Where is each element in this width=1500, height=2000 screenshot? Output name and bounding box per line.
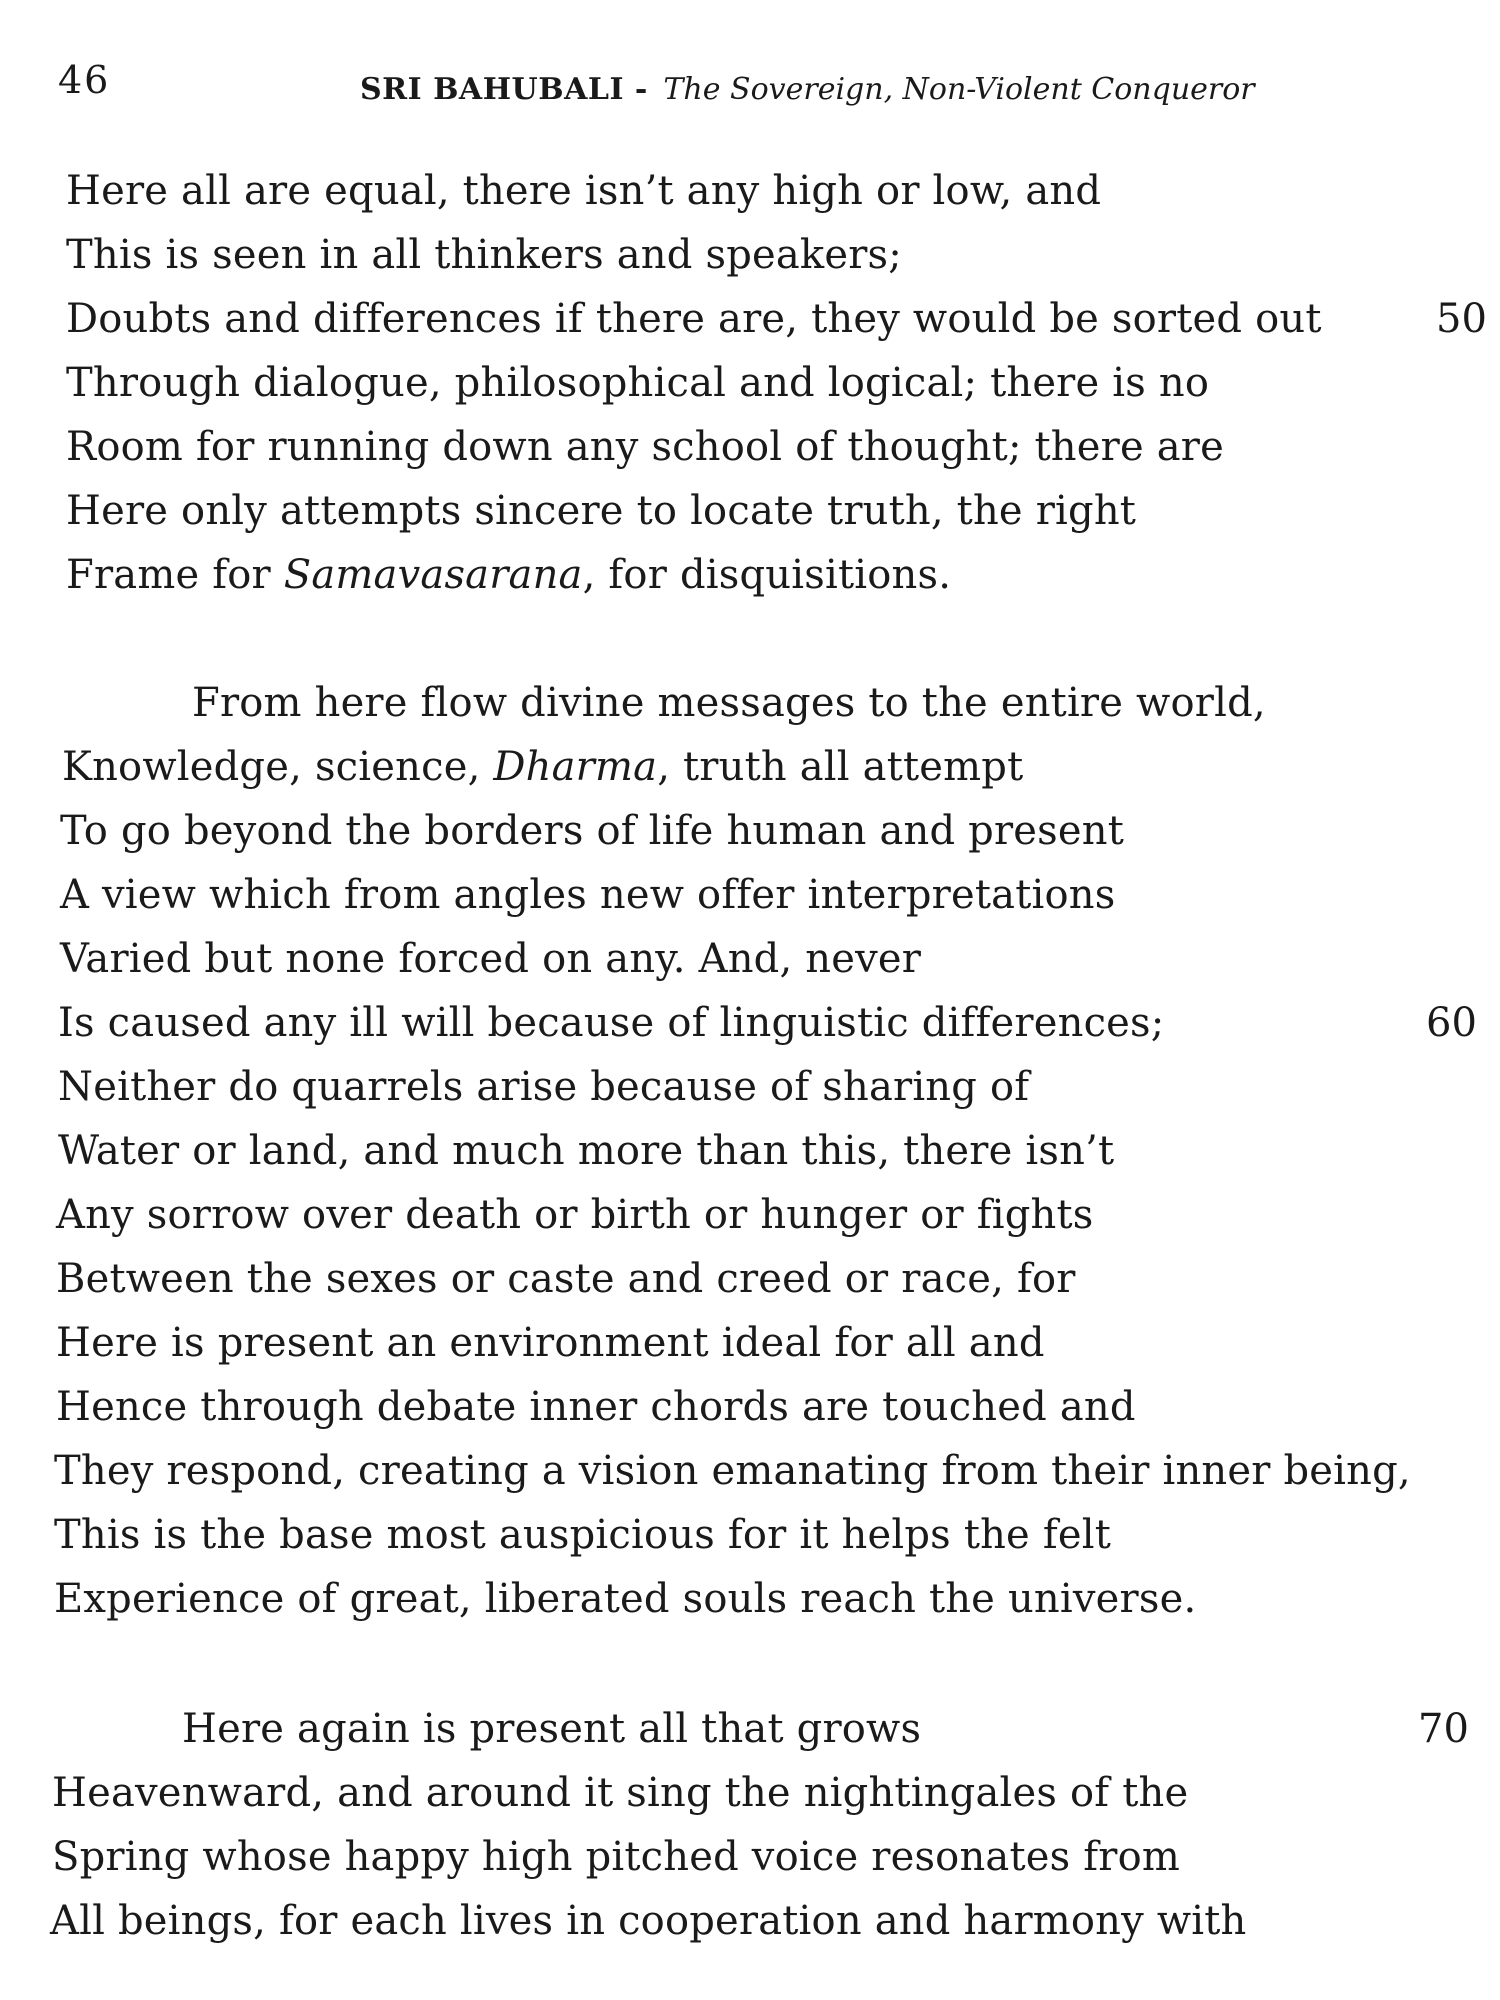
verse-italic: Dharma [493, 744, 658, 790]
book-title: SRI BAHUBALI - [360, 72, 648, 107]
verse-line: Experience of great, liberated souls reach the universe. [54, 1576, 1197, 1622]
verse-text: , truth all attempt [657, 744, 1024, 790]
verse-line: Any sorrow over death or birth or hunger or fights [56, 1192, 1094, 1238]
verse-line: This is the base most auspicious for it helps the felt [54, 1512, 1111, 1558]
verse-line: From here flow divine messages to the entire world, [192, 680, 1266, 726]
verse-line: Hence through debate inner chords are touched and [56, 1384, 1136, 1430]
verse-line: Varied but none forced on any. And, never [60, 936, 922, 982]
verse-line: Between the sexes or caste and creed or race, for [56, 1256, 1076, 1302]
verse-line [62, 744, 1023, 790]
running-header [360, 72, 1255, 107]
verse-text: Knowledge, science, [62, 744, 494, 790]
verse-text: , for disquisitions. [582, 552, 952, 598]
verse-line [66, 552, 951, 598]
verse-line: Neither do quarrels arise because of sharing of [58, 1064, 1030, 1110]
verse-line: Doubts and differences if there are, they would be sorted out [66, 296, 1322, 342]
verse-text: Frame for [66, 552, 284, 598]
verse-line: Here all are equal, there isn’t any high or low, and [66, 168, 1102, 214]
verse-line: Here is present an environment ideal for all and [56, 1320, 1045, 1366]
page-number: 46 [58, 58, 111, 102]
verse-line: Through dialogue, philosophical and logical; there is no [66, 360, 1210, 406]
verse-line: Spring whose happy high pitched voice resonates from [52, 1834, 1180, 1880]
line-number: 70 [1418, 1706, 1469, 1752]
verse-line: To go beyond the borders of life human and present [60, 808, 1125, 854]
book-subtitle: The Sovereign, Non-Violent Conqueror [663, 72, 1255, 107]
verse-line: Here only attempts sincere to locate truth, the right [66, 488, 1137, 534]
verse-line: This is seen in all thinkers and speakers; [66, 232, 902, 278]
line-number: 50 [1436, 296, 1487, 342]
verse-italic: Samavasarana [283, 552, 583, 598]
verse-line: Room for running down any school of thought; there are [66, 424, 1224, 470]
verse-line: Is caused any ill will because of linguistic differences; [58, 1000, 1165, 1046]
verse-line: Here again is present all that grows [182, 1706, 922, 1752]
verse-line: All beings, for each lives in cooperation and harmony with [50, 1898, 1247, 1944]
verse-line: Water or land, and much more than this, there isn’t [58, 1128, 1115, 1174]
line-number: 60 [1426, 1000, 1477, 1046]
verse-line: A view which from angles new offer interpretations [60, 872, 1116, 918]
verse-line: Heavenward, and around it sing the nightingales of the [52, 1770, 1189, 1816]
verse-line: They respond, creating a vision emanating from their inner being, [54, 1448, 1411, 1494]
